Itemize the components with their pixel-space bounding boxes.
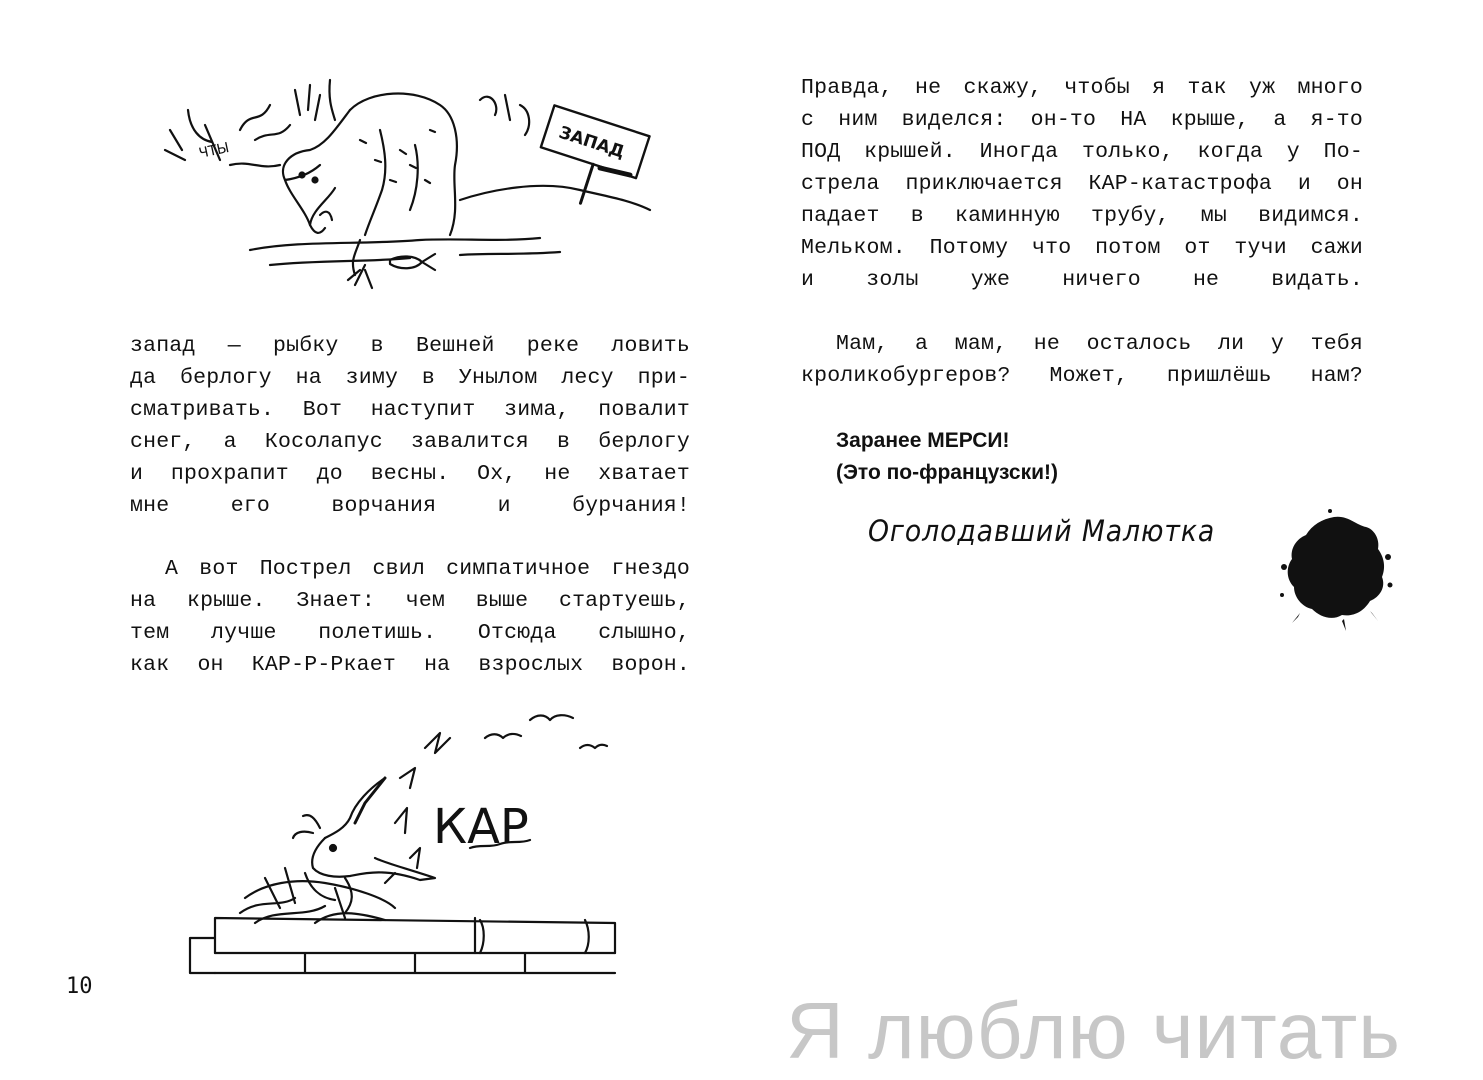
text-line: А вот Пострел свил симпатичное гнездо <box>165 557 690 581</box>
text-line: и прохрапит до весны. Ох, не хватает <box>130 462 690 486</box>
crow-shout-text: КАР <box>433 799 529 855</box>
text-line: как он КАР-Р-Ркает на взрослых ворон. <box>130 653 690 677</box>
text-line: ПОД крышей. Иногда только, когда у По- <box>801 140 1363 164</box>
right-paragraph-1 <box>801 72 1363 296</box>
text-line: да берлогу на зиму в Унылом лесу при- <box>130 366 690 390</box>
text-line: падает в каминную трубу, мы видимся. <box>801 204 1363 228</box>
text-line: Правда, не скажу, чтобы я так уж много <box>801 76 1363 100</box>
text-line: запад — рыбку в Вешней реке ловить <box>130 334 690 358</box>
crow-nest-illustration <box>185 708 625 983</box>
text-line: Мельком. Потому что потом от тучи сажи <box>801 236 1363 260</box>
text-line: Мам, а мам, не осталось ли у тебя <box>836 332 1363 356</box>
text-line: и золы уже ничего не видать. <box>801 268 1363 292</box>
text-line: мне его ворчания и бурчания! <box>130 494 690 518</box>
signature: Оголодавший Малютка <box>868 514 1216 548</box>
closing-thanks: Заранее МЕРСИ! <box>836 429 1010 452</box>
text-line: с ним виделся: он-то НА крыше, а я-то <box>801 108 1363 132</box>
bear-tree-text: ЧТЫ <box>197 139 231 162</box>
text-line: снег, а Косолапус завалится в берлогу <box>130 430 690 454</box>
text-line: тем лучше полетишь. Отсюда слышно, <box>130 621 690 645</box>
text-line: стрела приключается КАР-катастрофа и он <box>801 172 1363 196</box>
bear-fishing-illustration <box>160 70 670 300</box>
watermark: Я люблю читать <box>786 986 1401 1075</box>
right-paragraph-2 <box>801 328 1363 392</box>
ink-blot-icon <box>1270 505 1400 635</box>
text-line: на крыше. Знает: чем выше стартуешь, <box>130 589 690 613</box>
left-paragraph-1 <box>130 330 690 522</box>
closing-note: (Это по-французски!) <box>836 461 1058 484</box>
text-line: кроликобургеров? Может, пришлёшь нам? <box>801 364 1363 388</box>
bear-sign-text: ЗАПАД <box>556 122 627 163</box>
text-line: сматривать. Вот наступит зима, повалит <box>130 398 690 422</box>
page-number: 10 <box>66 974 93 999</box>
left-paragraph-2 <box>130 553 690 681</box>
